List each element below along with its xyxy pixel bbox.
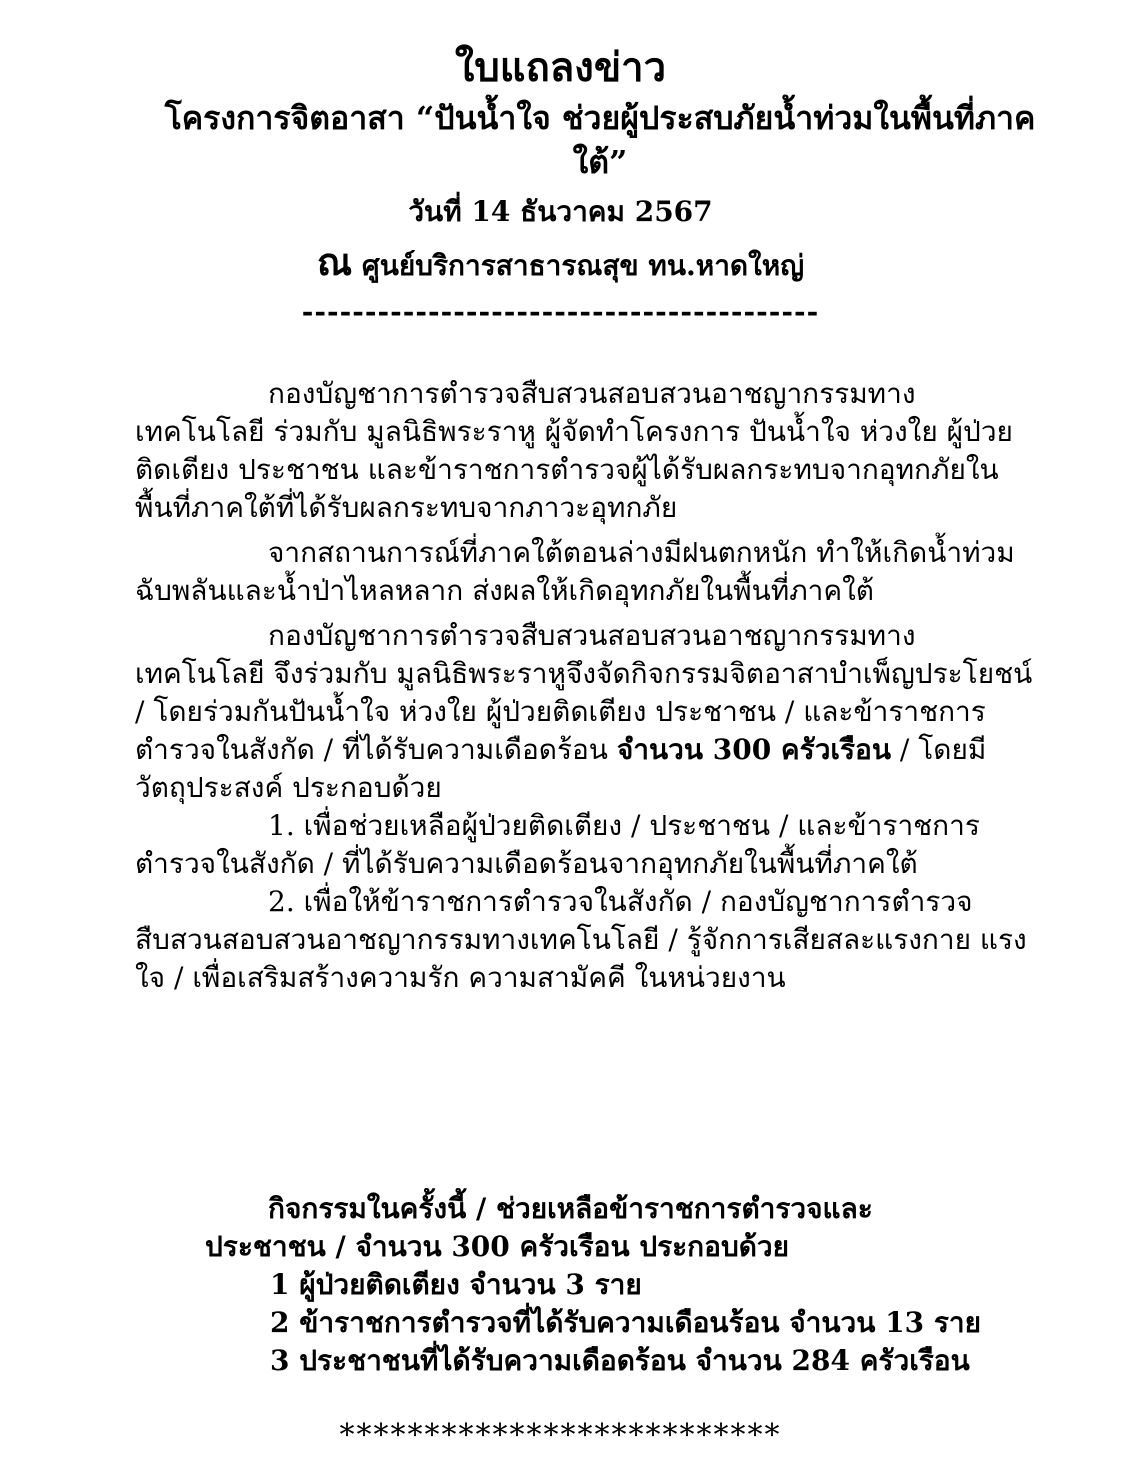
document-title: ใบแถลงข่าว	[454, 44, 667, 91]
paragraph-intro: กองบัญชาการตำรวจสืบสวนสอบสวนอาชญากรรมทางเทคโนโลยี ร่วมกับ มูลนิธิพระราหู ผู้จัดทำโครงการ ปันน้ำใจ ห่วงใย ผู้ป่วยติดเตียง ประชาชน และข้าราชการตำรวจผู้ได้รับผลกระทบจากอุทกภัยในพื้นที่ภาคใต้ที่ได้รับผลกระทบจากภาวะอุทกภัย	[135, 377, 1013, 524]
activities-lead-line-2: ประชาชน / จำนวน 300 ครัวเรือน ประกอบด้วย	[205, 1230, 790, 1263]
activity-tail: / โดยมีวัตถุประสงค์ ประกอบด้วย	[135, 733, 987, 804]
event-venue	[0, 240, 1121, 288]
footer-stars: **************************	[339, 1418, 782, 1453]
project-subtitle: โครงการจิตอาสา “ปันน้ำใจ ช่วยผู้ประสบภัยน้ำท่วมในพื้นที่ภาคใต้”	[164, 99, 1036, 181]
activity-item: 1 ผู้ป่วยติดเตียง จำนวน 3 ราย	[270, 1268, 642, 1301]
household-count: จำนวน 300 ครัวเรือน	[616, 733, 891, 766]
event-date: วันที่ 14 ธันวาคม 2567	[408, 195, 713, 228]
activity-item: 2 ข้าราชการตำรวจที่ได้รับความเดือนร้อน จำนวน 13 ราย	[270, 1306, 982, 1339]
header-divider: -----------------------------------------	[301, 295, 820, 328]
paragraph-situation: จากสถานการณ์ที่ภาคใต้ตอนล่างมีฝนตกหนัก ทำให้เกิดน้ำท่วมฉับพลันและน้ำป่าไหลหลาก ส่งผลให้เกิดอุทกภัยในพื้นที่ภาคใต้	[135, 536, 1015, 607]
activities-section	[135, 1190, 1040, 1380]
venue-prefix: ณ	[316, 239, 353, 284]
activity-item: 3 ประชาชนที่ได้รับความเดือดร้อน จำนวน 284 ครัวเรือน	[270, 1344, 970, 1377]
press-body	[135, 375, 1040, 997]
objective-1: 1. เพื่อช่วยเหลือผู้ป่วยติดเตียง / ประชาชน / และข้าราชการตำรวจในสังกัด / ที่ได้รับความเดือดร้อนจากอุทกภัยในพื้นที่ภาคใต้	[135, 809, 980, 880]
activity-text: กองบัญชาการตำรวจสืบสวนสอบสวนอาชญากรรมทางเทคโนโลยี จึงร่วมกับ มูลนิธิพระราหูจึงจัดกิจกรรมจิตอาสาบำเพ็ญประโยชน์ / โดยร่วมกันปันน้ำใจ ห่วงใย ผู้ป่วยติดเตียง ประชาชน / และข้าราชการตำรวจในสังกัด / ที่ได้รับความเดือดร้อน	[135, 619, 1033, 766]
activities-lead-line-1: กิจกรรมในครั้งนี้ / ช่วยเหลือข้าราชการตำรวจและ	[268, 1192, 873, 1225]
paragraph-activity	[135, 617, 1040, 807]
venue-name: ศูนย์บริการสาธารณสุข ทน.หาดใหญ่	[361, 249, 805, 282]
objective-2: 2. เพื่อให้ข้าราชการตำรวจในสังกัด / กองบัญชาการตำรวจสืบสวนสอบสวนอาชญากรรมทางเทคโนโลยี / รู้จักการเสียสละแรงกาย แรงใจ / เพื่อเสริมสร้างความรัก ความสามัคคี ในหน่วยงาน	[135, 885, 1027, 994]
